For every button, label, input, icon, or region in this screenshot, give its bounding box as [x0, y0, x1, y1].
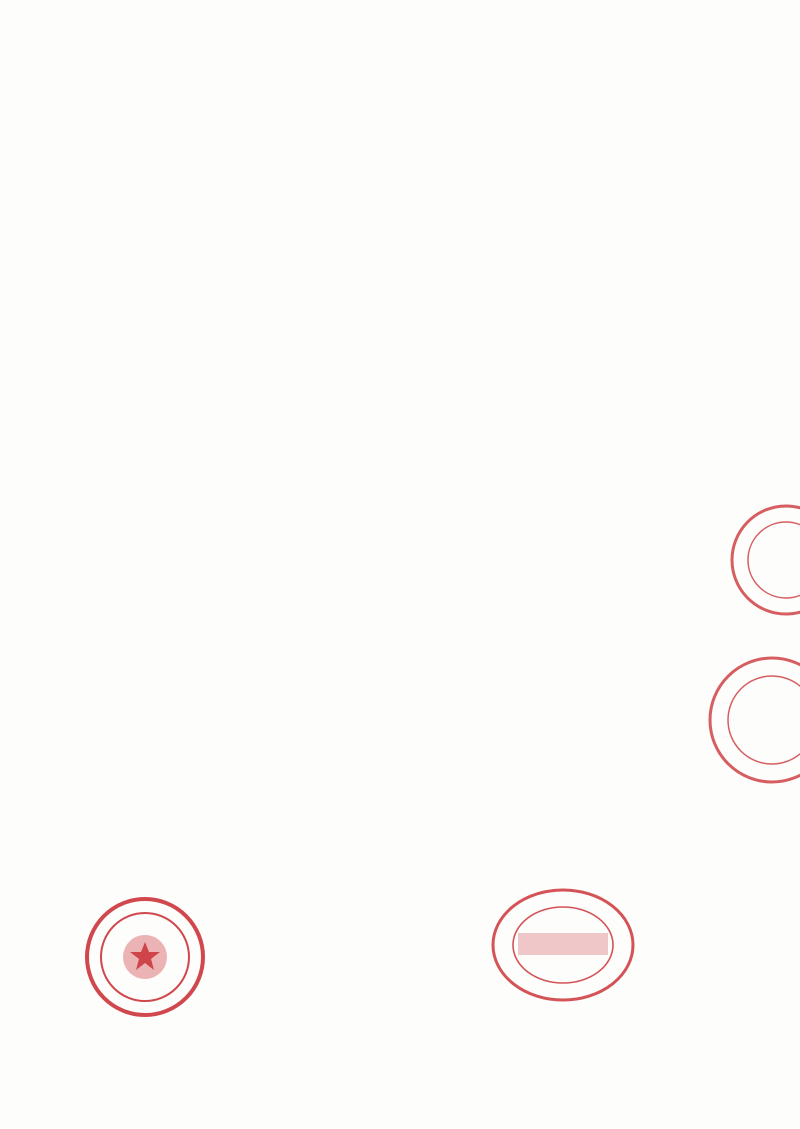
ministry-seal-icon	[80, 892, 210, 1022]
company-seal-icon	[488, 885, 638, 1005]
signatory-left	[110, 1042, 330, 1048]
signatory-right	[590, 1010, 770, 1018]
edge-seal-bottom-icon	[700, 650, 800, 790]
company-block	[160, 848, 640, 855]
edge-seal-top-icon	[718, 500, 800, 620]
document-body	[78, 82, 718, 83]
